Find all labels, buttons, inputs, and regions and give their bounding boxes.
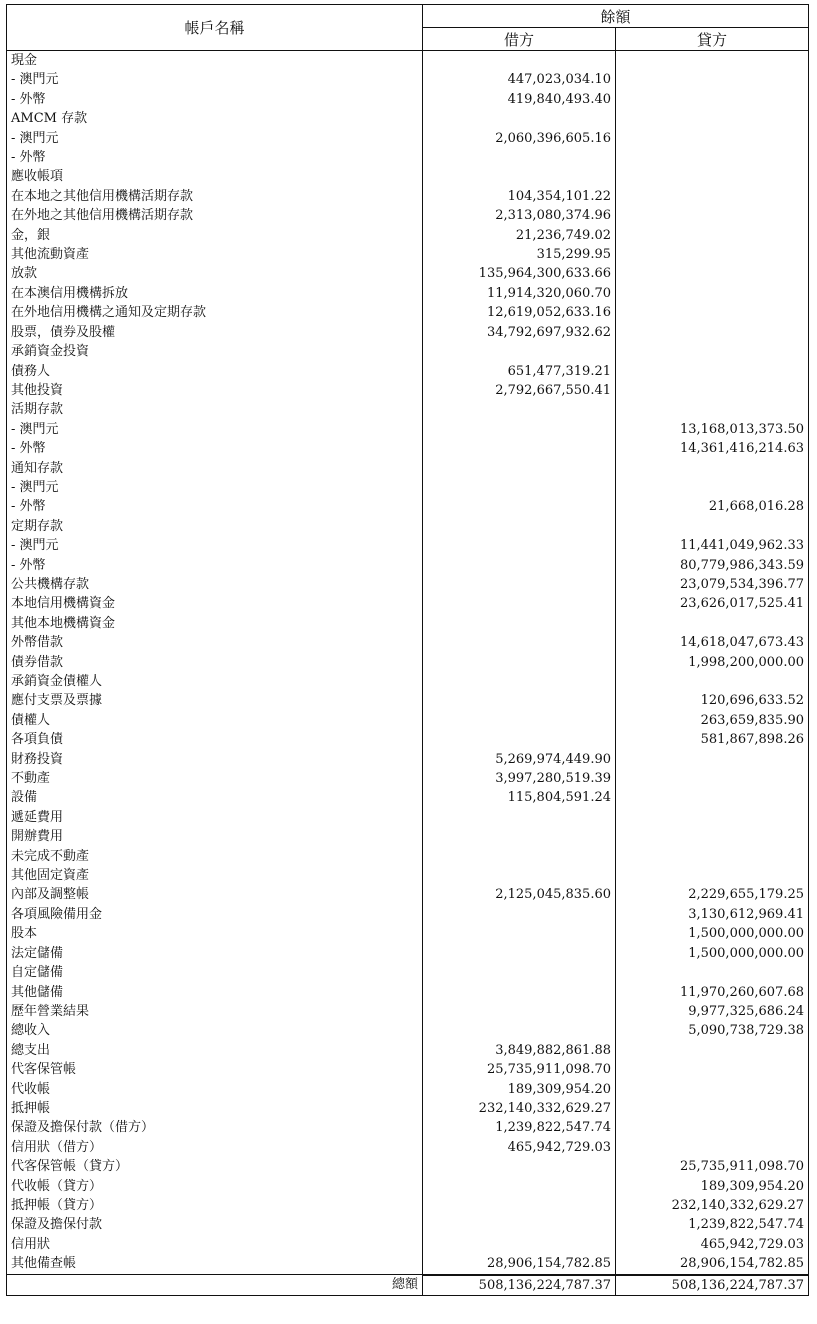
debit-cell (423, 827, 616, 846)
credit-cell: 9,977,325,686.24 (616, 1002, 809, 1021)
header-balance: 餘額 (423, 5, 809, 28)
account-name-cell: 債券借款 (7, 653, 423, 672)
credit-cell (616, 342, 809, 361)
account-name-cell: 其他固定資產 (7, 866, 423, 885)
account-name-cell: 法定儲備 (7, 944, 423, 963)
debit-cell (423, 594, 616, 613)
credit-cell: 1,500,000,000.00 (616, 944, 809, 963)
account-name-cell: 其他儲備 (7, 983, 423, 1002)
debit-cell (423, 944, 616, 963)
account-name-cell: 代收帳（貸方） (7, 1177, 423, 1196)
credit-cell: 120,696,633.52 (616, 691, 809, 710)
table-row (7, 730, 809, 749)
table-row (7, 1196, 809, 1215)
account-name-cell: 抵押帳 (7, 1099, 423, 1118)
table-row (7, 90, 809, 109)
credit-cell: 465,942,729.03 (616, 1235, 809, 1254)
account-name-cell: 抵押帳（貸方） (7, 1196, 423, 1215)
account-name-cell: 其他本地機構資金 (7, 614, 423, 633)
credit-cell: 23,079,534,396.77 (616, 575, 809, 594)
table-row (7, 1118, 809, 1137)
credit-cell: 80,779,986,343.59 (616, 556, 809, 575)
credit-cell (616, 963, 809, 982)
table-row (7, 1177, 809, 1196)
account-name-cell: 承銷資金債權人 (7, 672, 423, 691)
table-row (7, 905, 809, 924)
credit-cell: 23,626,017,525.41 (616, 594, 809, 613)
table-row (7, 866, 809, 885)
table-row (7, 963, 809, 982)
account-name-cell: 總收入 (7, 1021, 423, 1040)
table-row (7, 750, 809, 769)
debit-cell (423, 847, 616, 866)
credit-cell: 581,867,898.26 (616, 730, 809, 749)
table-row (7, 148, 809, 167)
credit-cell: 263,659,835.90 (616, 711, 809, 730)
table-row (7, 653, 809, 672)
account-name-cell: - 外幣 (7, 497, 423, 516)
table-row (7, 885, 809, 904)
table-row (7, 788, 809, 807)
credit-cell (616, 284, 809, 303)
account-name-cell: 通知存款 (7, 459, 423, 478)
credit-cell (616, 51, 809, 71)
table-row (7, 1099, 809, 1118)
credit-cell (616, 769, 809, 788)
account-name-cell: - 外幣 (7, 90, 423, 109)
credit-cell (616, 614, 809, 633)
table-row (7, 1002, 809, 1021)
table-row (7, 594, 809, 613)
debit-cell (423, 924, 616, 943)
total-credit: 508,136,224,787.37 (616, 1275, 809, 1296)
account-name-cell: 在本地之其他信用機構活期存款 (7, 187, 423, 206)
account-name-cell: - 外幣 (7, 556, 423, 575)
debit-cell: 2,313,080,374.96 (423, 206, 616, 225)
account-name-cell: 在本澳信用機構拆放 (7, 284, 423, 303)
table-row (7, 245, 809, 264)
debit-cell (423, 1177, 616, 1196)
balance-table (6, 4, 809, 1296)
table-row (7, 827, 809, 846)
debit-cell (423, 905, 616, 924)
debit-cell: 3,849,882,861.88 (423, 1041, 616, 1060)
debit-cell: 3,997,280,519.39 (423, 769, 616, 788)
table-row (7, 459, 809, 478)
table-row (7, 109, 809, 128)
account-name-cell: 保證及擔保付款（借方） (7, 1118, 423, 1137)
account-name-cell: 金，銀 (7, 226, 423, 245)
credit-cell: 13,168,013,373.50 (616, 420, 809, 439)
table-row (7, 575, 809, 594)
account-name-cell: 未完成不動產 (7, 847, 423, 866)
debit-cell (423, 633, 616, 652)
table-row (7, 1215, 809, 1234)
account-name-cell: 內部及調整帳 (7, 885, 423, 904)
account-name-cell: AMCM 存款 (7, 109, 423, 128)
table-row (7, 517, 809, 536)
debit-cell (423, 439, 616, 458)
credit-cell (616, 1099, 809, 1118)
account-name-cell: 在外地信用機構之通知及定期存款 (7, 303, 423, 322)
credit-cell (616, 90, 809, 109)
table-row (7, 497, 809, 516)
credit-cell (616, 1118, 809, 1137)
account-name-cell: 代客保管帳（貸方） (7, 1157, 423, 1176)
debit-cell: 104,354,101.22 (423, 187, 616, 206)
debit-cell (423, 614, 616, 633)
table-row (7, 187, 809, 206)
header-debit: 借方 (423, 28, 616, 51)
debit-cell (423, 478, 616, 497)
debit-cell (423, 1215, 616, 1234)
debit-cell (423, 730, 616, 749)
credit-cell (616, 226, 809, 245)
debit-cell (423, 711, 616, 730)
table-body (7, 51, 809, 1275)
credit-cell (616, 323, 809, 342)
table-row (7, 439, 809, 458)
debit-cell: 2,060,396,605.16 (423, 129, 616, 148)
table-row (7, 70, 809, 89)
debit-cell (423, 148, 616, 167)
credit-cell: 25,735,911,098.70 (616, 1157, 809, 1176)
account-name-cell: - 澳門元 (7, 536, 423, 555)
account-name-cell: 股票，債券及股權 (7, 323, 423, 342)
table-row (7, 226, 809, 245)
debit-cell (423, 963, 616, 982)
account-name-cell: 總支出 (7, 1041, 423, 1060)
table-row (7, 264, 809, 283)
account-name-cell: 各項風險備用金 (7, 905, 423, 924)
debit-cell (423, 866, 616, 885)
account-name-cell: - 外幣 (7, 148, 423, 167)
credit-cell (616, 264, 809, 283)
debit-cell (423, 653, 616, 672)
credit-cell (616, 129, 809, 148)
account-name-cell: 信用狀 (7, 1235, 423, 1254)
table-row (7, 167, 809, 186)
debit-cell (423, 109, 616, 128)
credit-cell (616, 245, 809, 264)
credit-cell (616, 517, 809, 536)
credit-cell (616, 1060, 809, 1079)
account-name-cell: 債務人 (7, 362, 423, 381)
credit-cell (616, 400, 809, 419)
debit-cell (423, 400, 616, 419)
header-account-name: 帳戶名稱 (7, 5, 423, 51)
credit-cell: 5,090,738,729.38 (616, 1021, 809, 1040)
debit-cell (423, 1235, 616, 1254)
debit-cell (423, 556, 616, 575)
table-row (7, 478, 809, 497)
credit-cell: 28,906,154,782.85 (616, 1254, 809, 1274)
total-row (7, 1275, 809, 1296)
table-row (7, 1060, 809, 1079)
debit-cell (423, 497, 616, 516)
debit-cell (423, 517, 616, 536)
credit-cell: 14,618,047,673.43 (616, 633, 809, 652)
account-name-cell: 保證及擔保付款 (7, 1215, 423, 1234)
table-footer (7, 1275, 809, 1296)
debit-cell (423, 1196, 616, 1215)
account-name-cell: 不動產 (7, 769, 423, 788)
debit-cell: 12,619,052,633.16 (423, 303, 616, 322)
credit-cell: 21,668,016.28 (616, 497, 809, 516)
credit-cell (616, 167, 809, 186)
table-row (7, 808, 809, 827)
total-debit: 508,136,224,787.37 (423, 1275, 616, 1296)
debit-cell: 189,309,954.20 (423, 1080, 616, 1099)
debit-cell (423, 420, 616, 439)
table-row (7, 1254, 809, 1274)
credit-cell (616, 808, 809, 827)
debit-cell: 28,906,154,782.85 (423, 1254, 616, 1274)
account-name-cell: 股本 (7, 924, 423, 943)
credit-cell: 2,229,655,179.25 (616, 885, 809, 904)
debit-cell (423, 575, 616, 594)
account-name-cell: - 澳門元 (7, 478, 423, 497)
table-row (7, 1235, 809, 1254)
credit-cell (616, 109, 809, 128)
table-row (7, 769, 809, 788)
table-row (7, 944, 809, 963)
credit-cell (616, 381, 809, 400)
account-name-cell: 信用狀（借方） (7, 1138, 423, 1157)
debit-cell (423, 1002, 616, 1021)
debit-cell (423, 1021, 616, 1040)
credit-cell: 3,130,612,969.41 (616, 905, 809, 924)
account-name-cell: 其他流動資產 (7, 245, 423, 264)
table-row (7, 536, 809, 555)
debit-cell: 465,942,729.03 (423, 1138, 616, 1157)
account-name-cell: 歷年營業結果 (7, 1002, 423, 1021)
credit-cell (616, 478, 809, 497)
account-name-cell: 在外地之其他信用機構活期存款 (7, 206, 423, 225)
credit-cell: 11,970,260,607.68 (616, 983, 809, 1002)
table-row (7, 1021, 809, 1040)
credit-cell: 1,239,822,547.74 (616, 1215, 809, 1234)
credit-cell (616, 788, 809, 807)
table-row (7, 614, 809, 633)
account-name-cell: 其他投資 (7, 381, 423, 400)
debit-cell (423, 459, 616, 478)
account-name-cell: 代收帳 (7, 1080, 423, 1099)
table-row (7, 691, 809, 710)
account-name-cell: 自定儲備 (7, 963, 423, 982)
account-name-cell: 代客保管帳 (7, 1060, 423, 1079)
debit-cell (423, 536, 616, 555)
account-name-cell: 應付支票及票據 (7, 691, 423, 710)
debit-cell (423, 1157, 616, 1176)
table-row (7, 711, 809, 730)
credit-cell (616, 1041, 809, 1060)
debit-cell (423, 983, 616, 1002)
account-name-cell: 各項負債 (7, 730, 423, 749)
account-name-cell: 外幣借款 (7, 633, 423, 652)
account-name-cell: 放款 (7, 264, 423, 283)
table-row (7, 983, 809, 1002)
credit-cell (616, 827, 809, 846)
table-row (7, 129, 809, 148)
credit-cell (616, 187, 809, 206)
account-name-cell: - 澳門元 (7, 129, 423, 148)
debit-cell (423, 672, 616, 691)
account-name-cell: 公共機構存款 (7, 575, 423, 594)
table-row (7, 556, 809, 575)
table-row (7, 303, 809, 322)
account-name-cell: 應收帳項 (7, 167, 423, 186)
account-name-cell: - 澳門元 (7, 70, 423, 89)
debit-cell: 34,792,697,932.62 (423, 323, 616, 342)
account-name-cell: 財務投資 (7, 750, 423, 769)
debit-cell: 2,792,667,550.41 (423, 381, 616, 400)
debit-cell: 5,269,974,449.90 (423, 750, 616, 769)
credit-cell: 1,500,000,000.00 (616, 924, 809, 943)
credit-cell (616, 303, 809, 322)
debit-cell (423, 342, 616, 361)
debit-cell: 419,840,493.40 (423, 90, 616, 109)
debit-cell: 447,023,034.10 (423, 70, 616, 89)
debit-cell: 25,735,911,098.70 (423, 1060, 616, 1079)
credit-cell (616, 1138, 809, 1157)
table-row (7, 633, 809, 652)
debit-cell: 232,140,332,629.27 (423, 1099, 616, 1118)
table-row (7, 323, 809, 342)
header-credit: 貸方 (616, 28, 809, 51)
debit-cell: 315,299.95 (423, 245, 616, 264)
table-row (7, 1157, 809, 1176)
table-row (7, 420, 809, 439)
account-name-cell: - 澳門元 (7, 420, 423, 439)
credit-cell: 1,998,200,000.00 (616, 653, 809, 672)
debit-cell: 1,239,822,547.74 (423, 1118, 616, 1137)
table-header (7, 5, 809, 51)
credit-cell (616, 847, 809, 866)
credit-cell (616, 672, 809, 691)
table-row (7, 400, 809, 419)
account-name-cell: 開辦費用 (7, 827, 423, 846)
debit-cell (423, 51, 616, 71)
credit-cell (616, 362, 809, 381)
table-row (7, 284, 809, 303)
table-row (7, 1080, 809, 1099)
debit-cell: 2,125,045,835.60 (423, 885, 616, 904)
credit-cell (616, 148, 809, 167)
debit-cell: 651,477,319.21 (423, 362, 616, 381)
table-row (7, 1138, 809, 1157)
credit-cell (616, 866, 809, 885)
debit-cell: 21,236,749.02 (423, 226, 616, 245)
table-row (7, 51, 809, 71)
account-name-cell: 本地信用機構資金 (7, 594, 423, 613)
debit-cell: 115,804,591.24 (423, 788, 616, 807)
account-name-cell: 承銷資金投資 (7, 342, 423, 361)
table-row (7, 1041, 809, 1060)
table-row (7, 847, 809, 866)
credit-cell: 11,441,049,962.33 (616, 536, 809, 555)
credit-cell: 189,309,954.20 (616, 1177, 809, 1196)
table-row (7, 381, 809, 400)
table-row (7, 362, 809, 381)
table-row (7, 672, 809, 691)
account-name-cell: - 外幣 (7, 439, 423, 458)
credit-cell (616, 750, 809, 769)
total-label: 總額 (7, 1275, 423, 1296)
table-row (7, 924, 809, 943)
credit-cell (616, 459, 809, 478)
account-name-cell: 定期存款 (7, 517, 423, 536)
debit-cell (423, 691, 616, 710)
credit-cell: 232,140,332,629.27 (616, 1196, 809, 1215)
debit-cell: 135,964,300,633.66 (423, 264, 616, 283)
account-name-cell: 設備 (7, 788, 423, 807)
credit-cell (616, 70, 809, 89)
credit-cell (616, 206, 809, 225)
table-row (7, 342, 809, 361)
account-name-cell: 遞延費用 (7, 808, 423, 827)
account-name-cell: 債權人 (7, 711, 423, 730)
account-name-cell: 現金 (7, 51, 423, 71)
table-row (7, 206, 809, 225)
credit-cell (616, 1080, 809, 1099)
account-name-cell: 活期存款 (7, 400, 423, 419)
credit-cell: 14,361,416,214.63 (616, 439, 809, 458)
debit-cell (423, 167, 616, 186)
debit-cell: 11,914,320,060.70 (423, 284, 616, 303)
debit-cell (423, 808, 616, 827)
account-name-cell: 其他備查帳 (7, 1254, 423, 1274)
